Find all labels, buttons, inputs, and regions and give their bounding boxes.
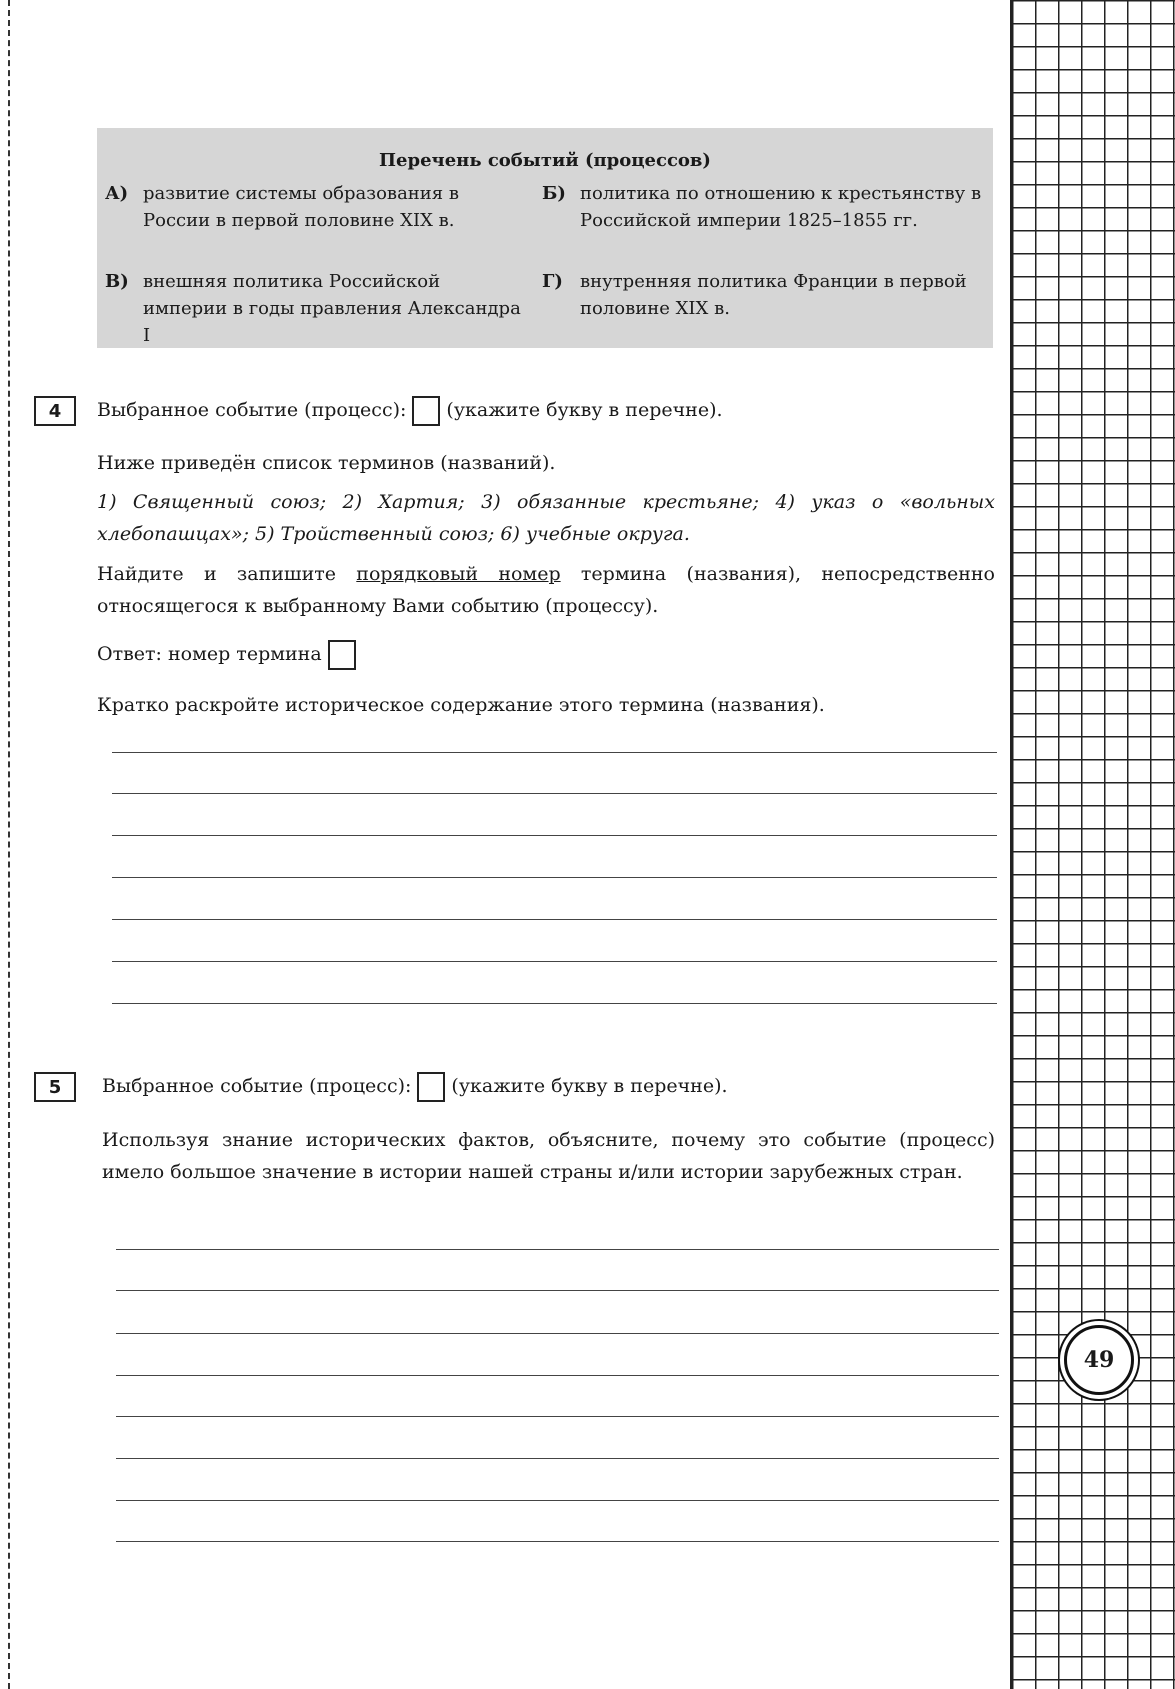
event-letter: Б) [542, 183, 566, 204]
answer-label: Ответ: номер термина [97, 643, 322, 665]
answer-line[interactable] [116, 1375, 999, 1376]
task-number-4: 4 [34, 396, 76, 426]
event-item-a [105, 180, 525, 234]
event-letter: В) [105, 271, 129, 292]
answer-line[interactable] [112, 1003, 997, 1004]
answer-line[interactable] [112, 877, 997, 878]
event-item-v [105, 268, 525, 349]
instruction-text: Найдите и запишите [97, 563, 337, 585]
event-text: развитие системы образования в России в первой половине XIX в. [143, 183, 460, 231]
event-letter: Г) [542, 271, 563, 292]
chosen-label: Выбранное событие (процесс): [97, 399, 407, 421]
answer-line[interactable] [116, 1541, 999, 1542]
answer-line[interactable] [116, 1500, 999, 1501]
event-letter: А) [105, 183, 129, 204]
page-number: 49 [1064, 1325, 1134, 1395]
task5-letter-box[interactable] [417, 1072, 445, 1102]
answer-grid [1010, 0, 1175, 1689]
answer-line[interactable] [112, 793, 997, 794]
terms-intro: Ниже приведён список терминов (названий). [97, 452, 556, 474]
events-title: Перечень событий (процессов) [379, 150, 711, 171]
explain-prompt: Кратко раскройте историческое содержание этого термина (названия). [97, 694, 825, 716]
event-text: внутренняя политика Франции в первой половине XIX в. [580, 271, 967, 319]
answer-line[interactable] [116, 1458, 999, 1459]
task5-chosen-event [102, 1072, 728, 1102]
answer-line[interactable] [112, 961, 997, 962]
answer-line[interactable] [116, 1249, 999, 1250]
answer-line[interactable] [116, 1416, 999, 1417]
event-item-g [542, 268, 982, 322]
chosen-label: Выбранное событие (процесс): [102, 1075, 412, 1097]
cut-line [8, 0, 10, 1689]
answer-line[interactable] [112, 835, 997, 836]
instruction-underlined: порядковый номер [356, 563, 561, 585]
chosen-hint: (укажите букву в перечне). [446, 399, 723, 421]
answer-line[interactable] [116, 1333, 999, 1334]
instruction-text: термина (названия), непосредственно относящегося к выбранному Вами событию (процессу). [97, 563, 995, 617]
answer-line[interactable] [112, 752, 997, 753]
task4-letter-box[interactable] [412, 396, 440, 426]
answer-line[interactable] [116, 1290, 999, 1291]
event-item-b [542, 180, 982, 234]
term-number-box[interactable] [328, 640, 356, 670]
terms-list: 1) Священный союз; 2) Хартия; 3) обязанные крестьяне; 4) указ о «вольных хлебопашцах»; 5) Тройственный союз; 6) учебные округа. [97, 491, 995, 545]
event-text: внешняя политика Российской империи в годы правления Александра I [143, 271, 521, 346]
answer-row [97, 640, 362, 670]
task4-chosen-event [97, 396, 723, 426]
answer-line[interactable] [112, 919, 997, 920]
task5-prompt: Используя знание исторических фактов, объясните, почему это событие (процесс) имело большое значение в истории нашей страны и/или истории зарубежных стран. [102, 1129, 995, 1183]
task4-instruction [97, 558, 995, 622]
event-text: политика по отношению к крестьянству в Российской империи 1825–1855 гг. [580, 183, 982, 231]
task-number-5: 5 [34, 1072, 76, 1102]
events-box [97, 128, 993, 348]
chosen-hint: (укажите букву в перечне). [451, 1075, 728, 1097]
